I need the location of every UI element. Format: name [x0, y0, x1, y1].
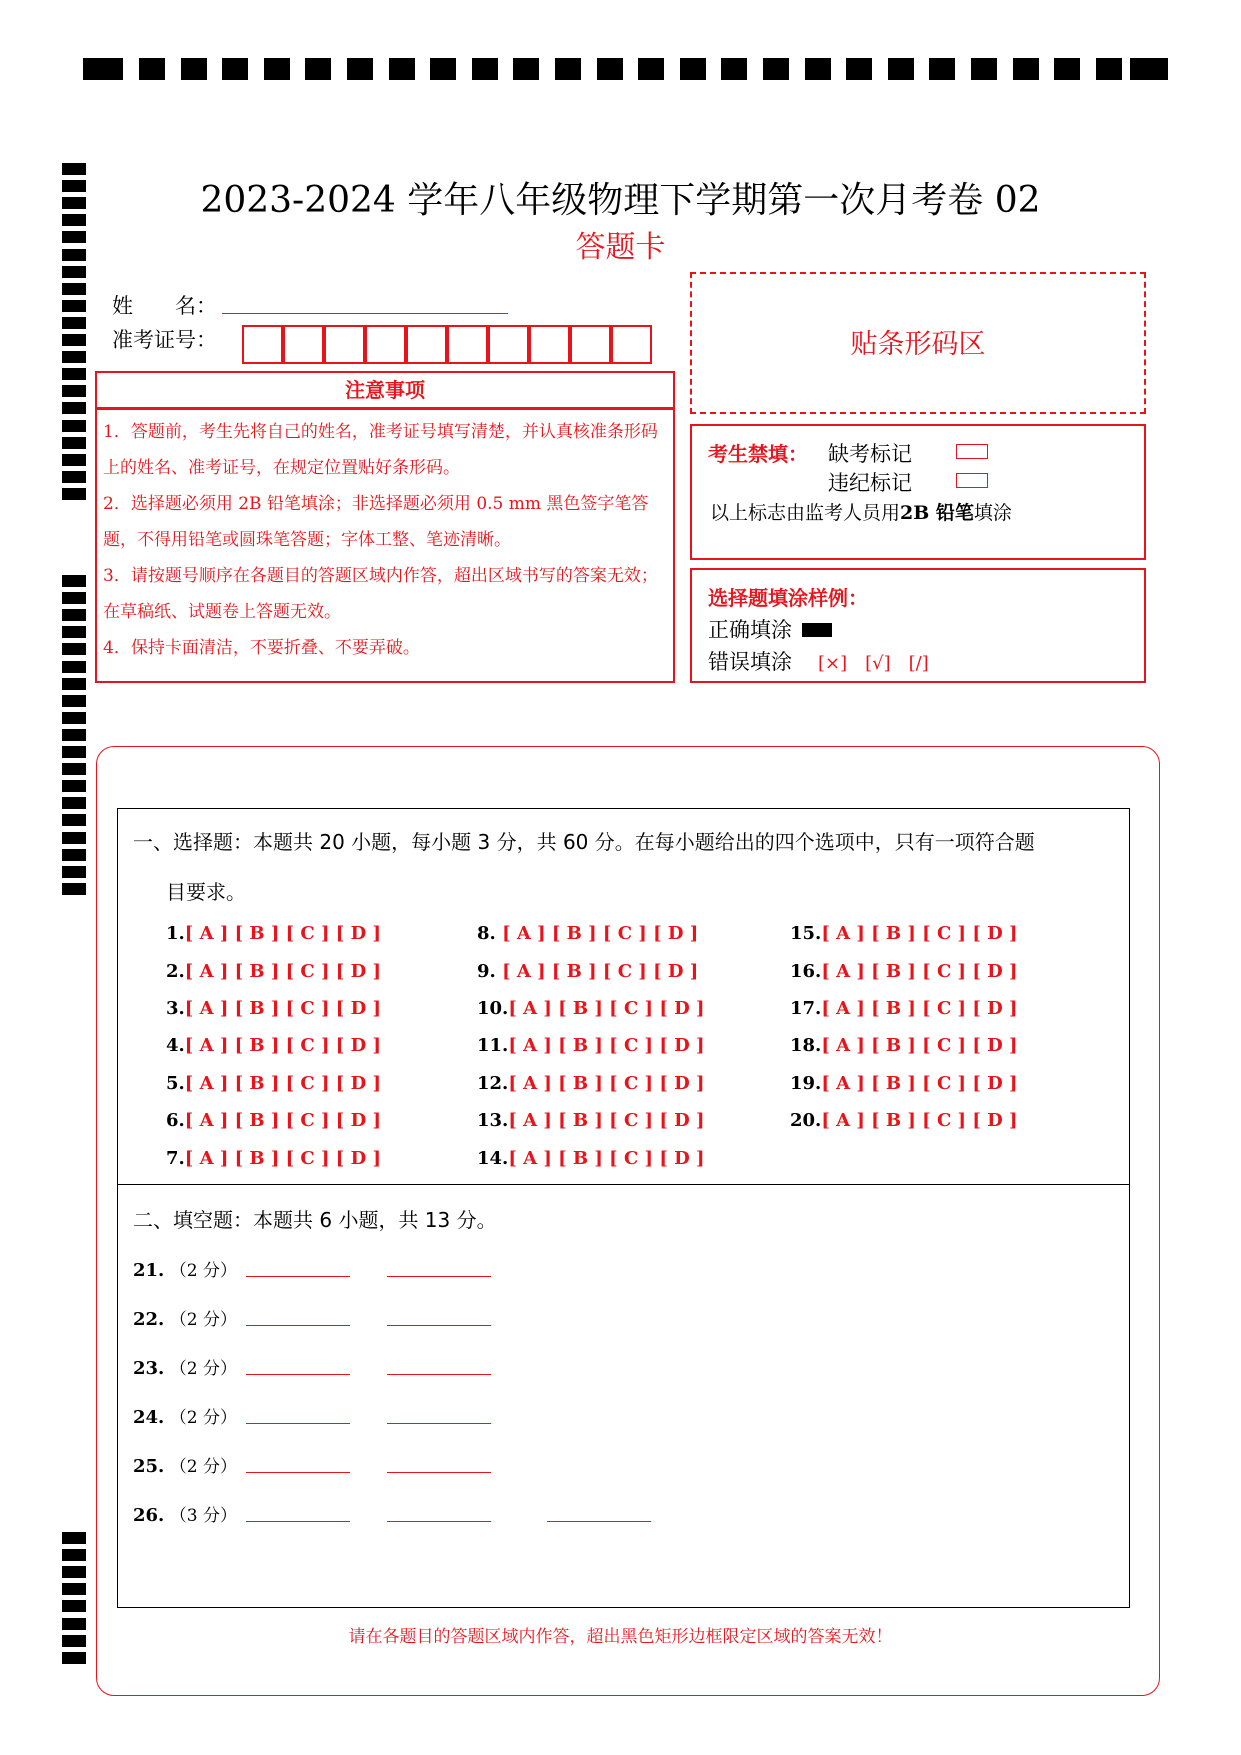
timing-mark — [139, 58, 165, 80]
timing-mark — [62, 317, 86, 329]
timing-mark — [347, 58, 373, 80]
timing-mark — [62, 883, 86, 895]
mc-question-1[interactable] — [166, 923, 381, 944]
page-title: 2023-2024 学年八年级物理下学期第一次月考卷 02 — [200, 180, 1041, 221]
mc-question-3[interactable] — [166, 998, 381, 1019]
mc-question-number: 20. — [790, 1110, 822, 1131]
violation-mark-box[interactable] — [956, 473, 988, 488]
notice-item-3: 3．请按题号顺序在各题目的答题区域内作答，超出区域书写的答案无效；在草稿纸、试题卷上答题无效。 — [103, 566, 658, 622]
timing-mark — [430, 58, 456, 80]
timing-mark — [62, 661, 86, 673]
sample-correct-label: 正确填涂 — [708, 618, 792, 642]
mc-question-11[interactable] — [477, 1035, 705, 1056]
mc-question-12[interactable] — [477, 1073, 705, 1094]
fill-question-24 — [133, 1403, 237, 1428]
timing-mark — [62, 471, 86, 483]
mc-options[interactable]: [ A ] [ B ] [ C ] [ D ] — [184, 1035, 381, 1056]
absent-mark-box[interactable] — [956, 444, 988, 459]
timing-mark — [62, 695, 86, 707]
fill-answer-blank[interactable] — [387, 1276, 491, 1277]
timing-mark — [62, 334, 86, 346]
fill-question-score: （2 分） — [164, 1457, 237, 1477]
fill-answer-blank[interactable] — [246, 1374, 350, 1375]
mc-question-number: 5. — [166, 1073, 185, 1094]
timing-mark — [62, 300, 86, 312]
timing-mark — [597, 58, 623, 80]
timing-mark — [680, 58, 706, 80]
exam-id-digit-box[interactable] — [447, 325, 488, 364]
mc-question-number: 8. — [477, 923, 503, 944]
mc-question-14[interactable] — [477, 1148, 705, 1169]
fill-answer-blank[interactable] — [387, 1325, 491, 1326]
mc-options[interactable]: [ A ] [ B ] [ C ] [ D ] — [502, 923, 699, 944]
mc-question-number: 11. — [477, 1035, 509, 1056]
mc-question-number: 4. — [166, 1035, 185, 1056]
timing-mark — [181, 58, 207, 80]
timing-mark — [62, 1566, 86, 1578]
timing-mark — [62, 488, 86, 500]
section2-heading: 二、填空题：本题共 6 小题，共 13 分。 — [133, 1208, 497, 1232]
timing-mark — [763, 58, 789, 80]
mc-question-10[interactable] — [477, 998, 705, 1019]
sample-box — [690, 568, 1146, 683]
mc-options[interactable]: [ A ] [ B ] [ C ] [ D ] — [508, 998, 705, 1019]
barcode-area — [690, 272, 1146, 414]
timing-mark — [62, 729, 86, 741]
fill-answer-blank[interactable] — [547, 1521, 651, 1522]
sample-wrong-label: 错误填涂 — [708, 650, 792, 674]
notice-item-1: 1．答题前，考生先将自己的姓名，准考证号填写清楚，并认真核准条形码上的姓名、准考证号，在规定位置贴好条形码。 — [103, 422, 658, 478]
mc-question-number: 15. — [790, 923, 822, 944]
timing-mark — [62, 592, 86, 604]
fill-answer-blank[interactable] — [246, 1325, 350, 1326]
timing-mark — [62, 643, 86, 655]
timing-mark — [846, 58, 872, 80]
timing-mark — [62, 402, 86, 414]
exam-id-digit-box[interactable] — [488, 325, 529, 364]
fill-question-score: （2 分） — [164, 1261, 237, 1281]
timing-mark — [62, 797, 86, 809]
mc-question-13[interactable] — [477, 1110, 705, 1131]
fill-question-22 — [133, 1305, 237, 1330]
exam-id-digit-box[interactable] — [570, 325, 611, 364]
timing-mark — [83, 58, 123, 80]
fill-question-number: 25. — [133, 1456, 165, 1477]
forbidden-label: 考生禁填： — [708, 442, 808, 466]
mc-question-4[interactable] — [166, 1035, 381, 1056]
fill-question-number: 23. — [133, 1358, 165, 1379]
mc-options[interactable]: [ A ] [ B ] [ C ] [ D ] — [821, 923, 1018, 944]
mc-options[interactable]: [ A ] [ B ] [ C ] [ D ] — [821, 1110, 1018, 1131]
fill-question-number: 24. — [133, 1407, 165, 1428]
fill-answer-blank[interactable] — [246, 1472, 350, 1473]
timing-mark — [62, 368, 86, 380]
timing-mark — [62, 814, 86, 826]
fill-question-score: （2 分） — [164, 1310, 237, 1330]
timing-mark — [62, 266, 86, 278]
mc-options[interactable]: [ A ] [ B ] [ C ] [ D ] — [508, 1148, 705, 1169]
timing-mark — [62, 1652, 86, 1664]
name-label: 姓 名： — [112, 294, 217, 318]
timing-mark — [1130, 58, 1168, 80]
timing-mark — [62, 866, 86, 878]
mc-options[interactable]: [ A ] [ B ] [ C ] [ D ] — [184, 998, 381, 1019]
timing-mark — [929, 58, 955, 80]
mc-options[interactable]: [ A ] [ B ] [ C ] [ D ] — [508, 1035, 705, 1056]
forbidden-note-bold: 2B 铅笔 — [900, 502, 974, 524]
absent-mark-label: 缺考标记 — [828, 442, 912, 466]
section1-heading: 一、选择题：本题共 20 小题，每小题 3 分，共 60 分。在每小题给出的四个选项中，只有一项符合题 — [133, 830, 1035, 854]
mc-options[interactable]: [ A ] [ B ] [ C ] [ D ] — [184, 1073, 381, 1094]
timing-mark — [264, 58, 290, 80]
exam-id-digit-box[interactable] — [529, 325, 570, 364]
mc-question-20[interactable] — [790, 1110, 1018, 1131]
notice-title: 注意事项 — [345, 378, 425, 402]
page-subtitle: 答题卡 — [575, 230, 666, 265]
mc-options[interactable]: [ A ] [ B ] [ C ] [ D ] — [821, 998, 1018, 1019]
timing-mark — [62, 1549, 86, 1561]
fill-question-score: （3 分） — [164, 1506, 237, 1526]
violation-mark-label: 违纪标记 — [828, 471, 912, 495]
mc-question-number: 17. — [790, 998, 822, 1019]
mc-options[interactable]: [ A ] [ B ] [ C ] [ D ] — [502, 961, 699, 982]
mc-question-number: 14. — [477, 1148, 509, 1169]
mc-options[interactable]: [ A ] [ B ] [ C ] [ D ] — [821, 1035, 1018, 1056]
fill-question-26 — [133, 1501, 237, 1526]
timing-mark — [888, 58, 914, 80]
timing-mark — [638, 58, 664, 80]
mc-options[interactable]: [ A ] [ B ] [ C ] [ D ] — [821, 1073, 1018, 1094]
mc-options[interactable]: [ A ] [ B ] [ C ] [ D ] — [184, 923, 381, 944]
fill-answer-blank[interactable] — [387, 1521, 491, 1522]
mc-options[interactable]: [ A ] [ B ] [ C ] [ D ] — [184, 1110, 381, 1131]
notice-item-2: 2．选择题必须用 2B 铅笔填涂；非选择题必须用 0.5 mm 黑色签字笔答题，不得用铅笔或圆珠笔答题；字体工整、笔迹清晰。 — [103, 494, 649, 550]
fill-question-23 — [133, 1354, 237, 1379]
timing-mark — [721, 58, 747, 80]
timing-mark — [62, 849, 86, 861]
timing-mark — [62, 385, 86, 397]
mc-options[interactable]: [ A ] [ B ] [ C ] [ D ] — [508, 1110, 705, 1131]
exam-id-digit-box[interactable] — [283, 325, 324, 364]
timing-mark — [62, 437, 86, 449]
timing-mark — [472, 58, 498, 80]
fill-answer-blank[interactable] — [387, 1423, 491, 1424]
mc-question-number: 10. — [477, 998, 509, 1019]
mc-question-17[interactable] — [790, 998, 1018, 1019]
timing-mark — [62, 420, 86, 432]
mc-options[interactable]: [ A ] [ B ] [ C ] [ D ] — [184, 1148, 381, 1169]
mc-question-number: 9. — [477, 961, 503, 982]
timing-mark — [62, 763, 86, 775]
mc-question-number: 1. — [166, 923, 185, 944]
mc-question-19[interactable] — [790, 1073, 1018, 1094]
exam-id-digit-box[interactable] — [406, 325, 447, 364]
mc-question-number: 19. — [790, 1073, 822, 1094]
fill-question-score: （2 分） — [164, 1408, 237, 1428]
timing-mark — [62, 678, 86, 690]
fill-question-number: 21. — [133, 1260, 165, 1281]
timing-mark — [62, 832, 86, 844]
sample-wrong-marks: [×] [√] [/] — [818, 653, 929, 674]
mc-question-7[interactable] — [166, 1148, 381, 1169]
fill-question-number: 26. — [133, 1505, 165, 1526]
fill-answer-blank[interactable] — [246, 1423, 350, 1424]
timing-mark — [305, 58, 331, 80]
mc-question-18[interactable] — [790, 1035, 1018, 1056]
exam-id-digit-box[interactable] — [324, 325, 365, 364]
timing-mark — [62, 1583, 86, 1595]
timing-mark — [62, 351, 86, 363]
timing-mark — [62, 283, 86, 295]
exam-id-label: 准考证号： — [112, 328, 217, 352]
mc-question-15[interactable] — [790, 923, 1018, 944]
mc-question-9[interactable] — [477, 961, 698, 982]
mc-question-number: 12. — [477, 1073, 509, 1094]
forbidden-note-prefix: 以上标志由监考人员用 — [710, 502, 901, 524]
timing-mark — [62, 712, 86, 724]
filled-mark-sample — [802, 623, 832, 637]
mc-question-number: 16. — [790, 961, 822, 982]
fill-answer-blank[interactable] — [246, 1276, 350, 1277]
mc-question-8[interactable] — [477, 923, 698, 944]
forbidden-note-suffix: 填涂 — [973, 502, 1012, 524]
fill-answer-blank[interactable] — [387, 1374, 491, 1375]
mc-question-number: 6. — [166, 1110, 185, 1131]
forbidden-note — [710, 498, 1012, 525]
timing-mark — [62, 746, 86, 758]
mc-question-number: 3. — [166, 998, 185, 1019]
timing-mark — [62, 454, 86, 466]
timing-mark — [513, 58, 539, 80]
timing-mark — [971, 58, 997, 80]
timing-mark — [62, 575, 86, 587]
mc-question-5[interactable] — [166, 1073, 381, 1094]
section2-box — [117, 1184, 1130, 1608]
timing-mark — [62, 626, 86, 638]
timing-mark — [222, 58, 248, 80]
exam-id-digit-box[interactable] — [242, 325, 283, 364]
footer-note: 请在各题目的答题区域内作答，超出黑色矩形边框限定区域的答案无效！ — [348, 1627, 893, 1647]
fill-question-score: （2 分） — [164, 1359, 237, 1379]
timing-mark — [805, 58, 831, 80]
exam-id-digit-box[interactable] — [611, 325, 652, 364]
name-field[interactable] — [222, 313, 508, 314]
timing-mark — [1054, 58, 1080, 80]
mc-options[interactable]: [ A ] [ B ] [ C ] [ D ] — [821, 961, 1018, 982]
timing-mark — [389, 58, 415, 80]
exam-id-digit-box[interactable] — [365, 325, 406, 364]
barcode-label: 贴条形码区 — [850, 329, 986, 360]
timing-mark — [1013, 58, 1039, 80]
mc-question-6[interactable] — [166, 1110, 381, 1131]
mc-options[interactable]: [ A ] [ B ] [ C ] [ D ] — [184, 961, 381, 982]
timing-mark — [1096, 58, 1122, 80]
mc-question-2[interactable] — [166, 961, 381, 982]
fill-question-number: 22. — [133, 1309, 165, 1330]
mc-question-number: 13. — [477, 1110, 509, 1131]
timing-mark — [62, 1532, 86, 1544]
forbidden-box — [690, 424, 1146, 560]
sample-title: 选择题填涂样例： — [708, 586, 868, 610]
mc-question-number: 2. — [166, 961, 185, 982]
timing-mark — [62, 609, 86, 621]
fill-question-25 — [133, 1452, 237, 1477]
fill-answer-blank[interactable] — [246, 1521, 350, 1522]
timing-mark — [62, 1600, 86, 1612]
fill-answer-blank[interactable] — [387, 1472, 491, 1473]
mc-options[interactable]: [ A ] [ B ] [ C ] [ D ] — [508, 1073, 705, 1094]
timing-mark — [62, 780, 86, 792]
fill-question-21 — [133, 1256, 237, 1281]
section1-heading-cont: 目要求。 — [166, 880, 246, 904]
mc-question-number: 7. — [166, 1148, 185, 1169]
timing-mark — [555, 58, 581, 80]
mc-question-number: 18. — [790, 1035, 822, 1056]
mc-question-16[interactable] — [790, 961, 1018, 982]
notice-item-4: 4．保持卡面清洁，不要折叠、不要弄破。 — [103, 638, 420, 658]
notice-title-box — [95, 371, 675, 409]
